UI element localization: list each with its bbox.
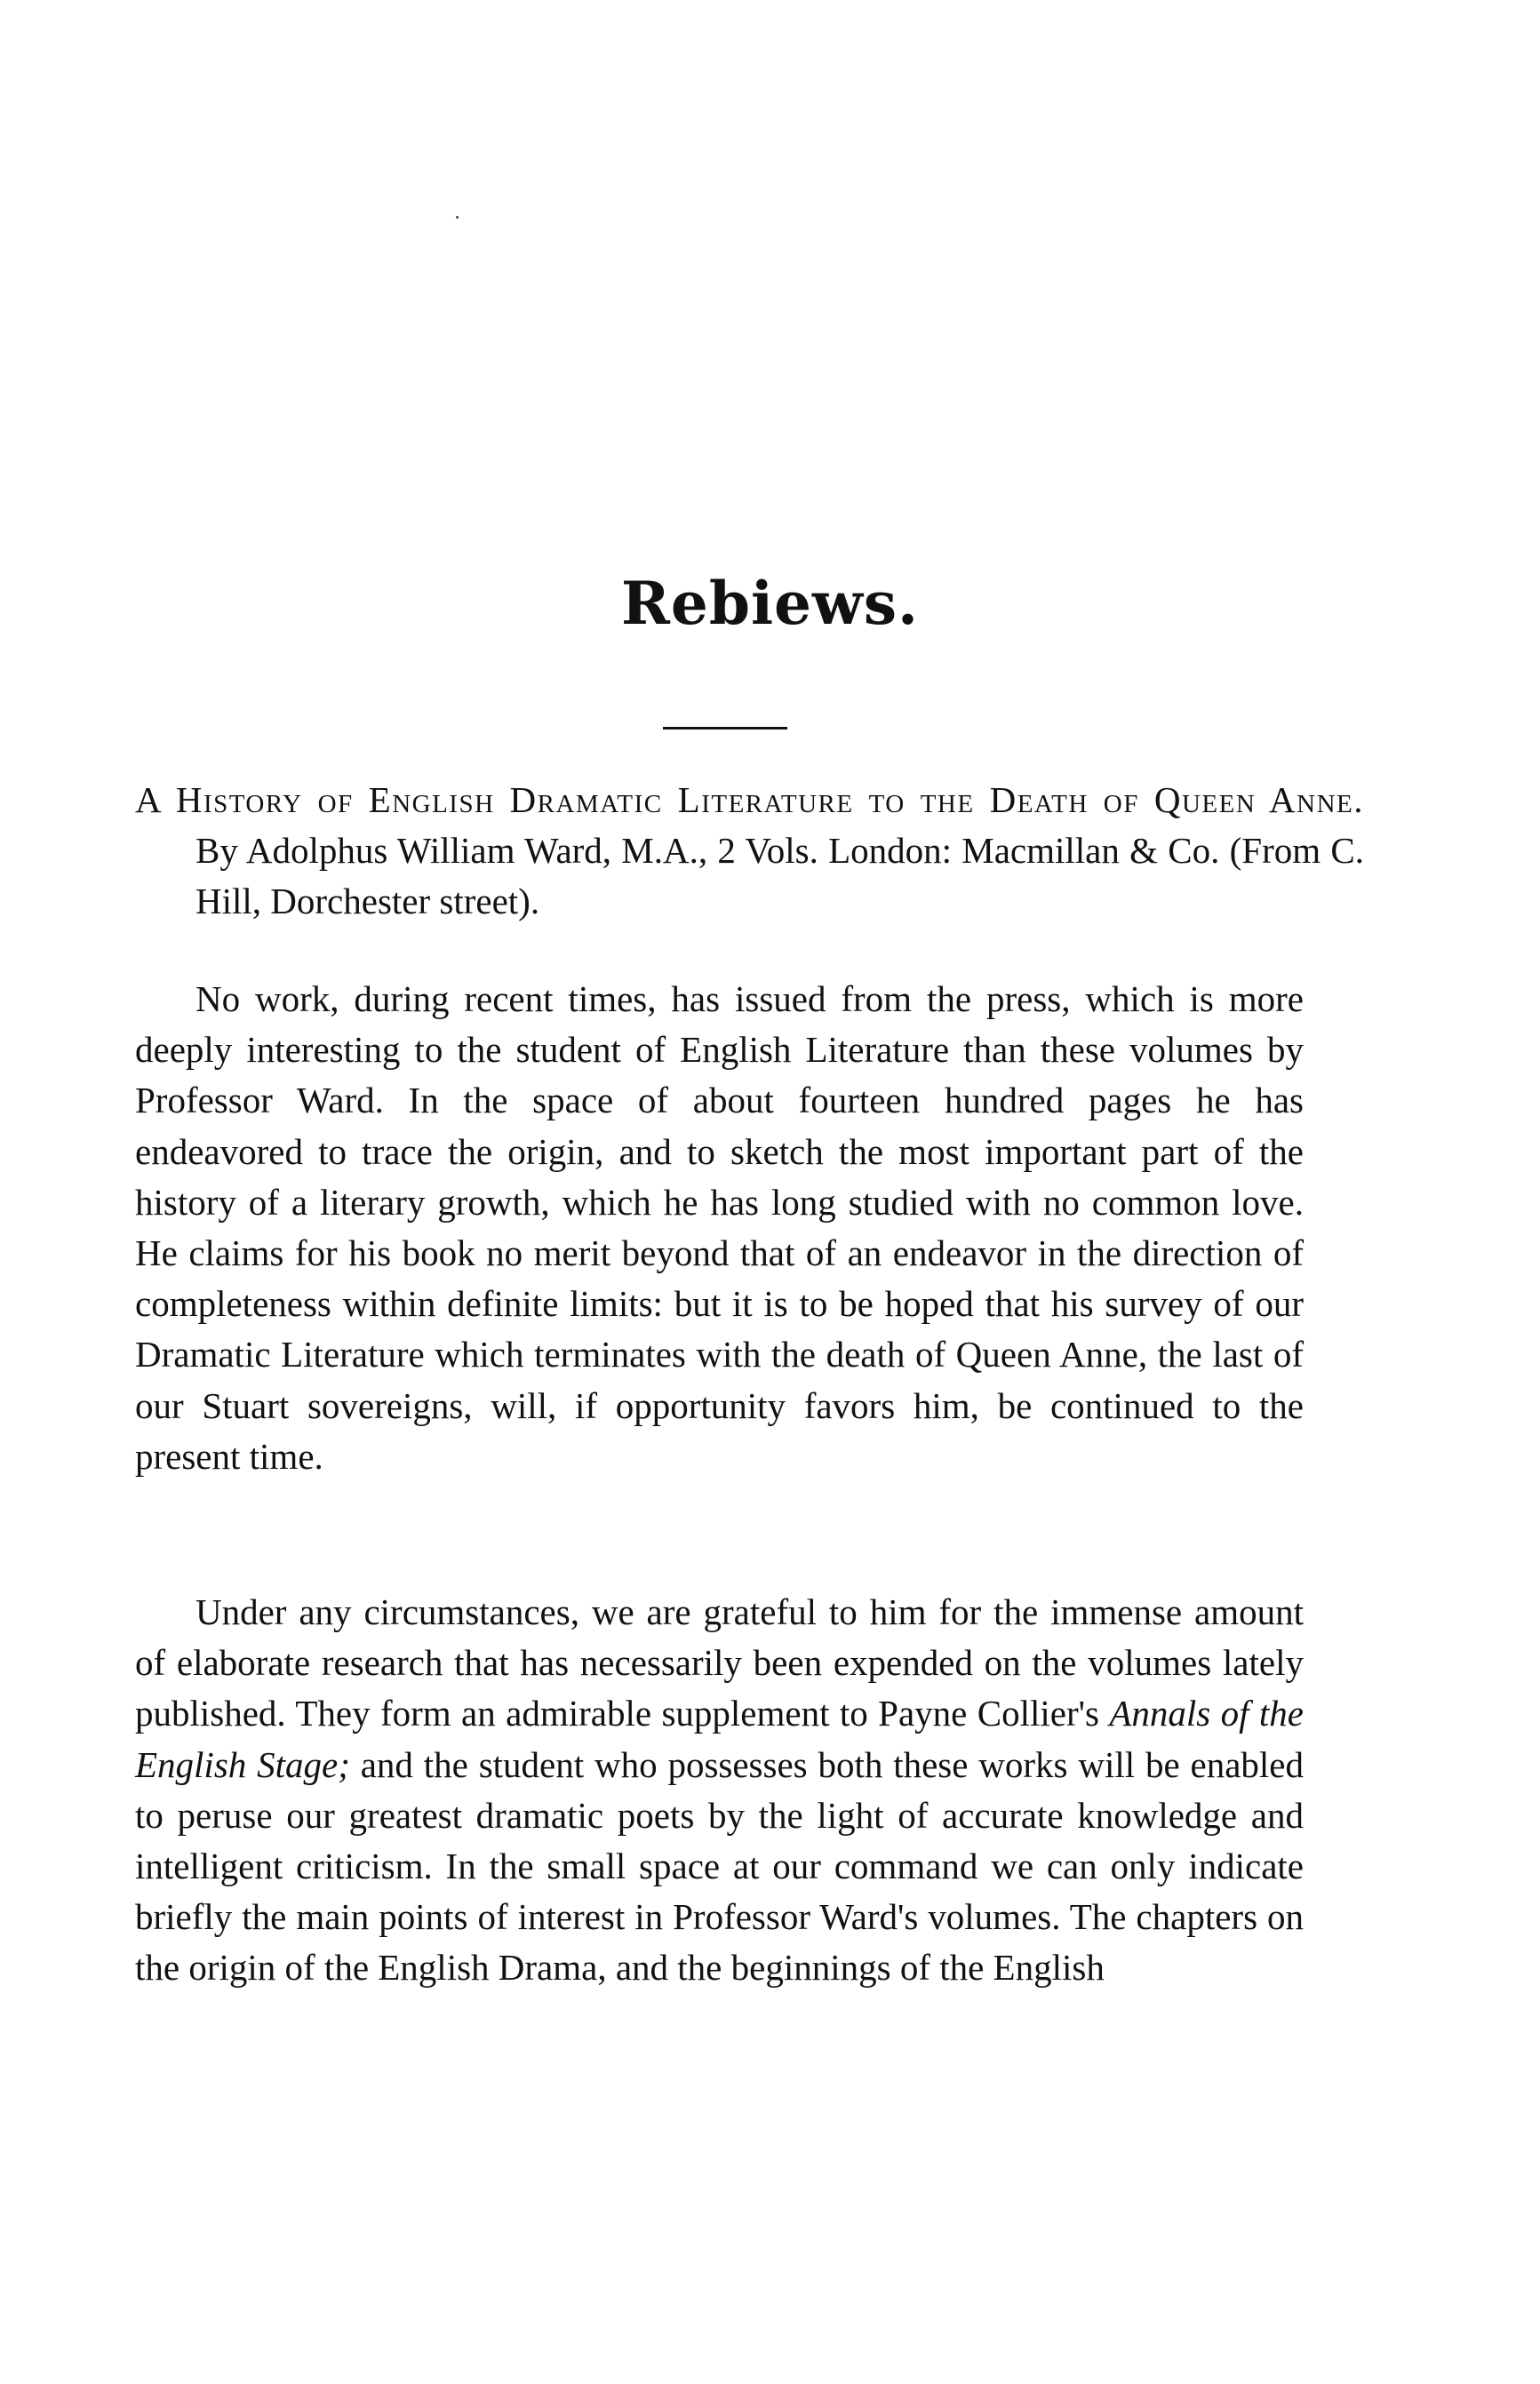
- section-title: Rebiews.: [620, 569, 919, 638]
- citation-title: A History of English Dramatic Literature to the Death of Queen Anne.: [135, 779, 1364, 820]
- review-paragraph-2: [135, 1587, 1304, 1994]
- italic-book-title: Annals of the English Stage;: [135, 1693, 1304, 1785]
- citation-details: By Adolphus William Ward, M.A., 2 Vols. London: Macmillan & Co. (From C. Hill, Dorchester street).: [195, 830, 1364, 921]
- title-rule: [663, 727, 787, 730]
- paragraph-2-part-1: Under any circumstances, we are grateful to him for the immense amount of elaborate research that has necessarily been expended on the volumes lately published. They form an admirable supplement to Payne Collier's: [135, 1591, 1304, 1734]
- stray-ink-mark: [456, 216, 459, 219]
- review-paragraph-1: No work, during recent times, has issued from the press, which is more deeply interesting to the student of English Literature than these volumes by Professor Ward. In the space of about fourteen hundred pages he has endeavored to trace the origin, and to sketch the most important part of the history of a literary growth, which he has long studied with no common love. He claims for his book no merit beyond that of an endeavor in the direction of completeness within definite limits: but it is to be hoped that his survey of our Dramatic Literature which terminates with the death of Queen Anne, the last of our Stuart sovereigns, will, if opportunity favors him, be continued to the present time.: [135, 978, 1304, 1477]
- book-citation: [135, 775, 1364, 927]
- paragraph-2-part-2: and the student who possesses both these works will be enabled to peruse our greatest dramatic poets by the light of accurate knowledge and intelligent criticism. In the small space at our command we can only indicate briefly the main points of interest in Professor Ward's volumes. The chapters on the origin of the English Drama, and the beginnings of the English: [135, 1743, 1305, 1989]
